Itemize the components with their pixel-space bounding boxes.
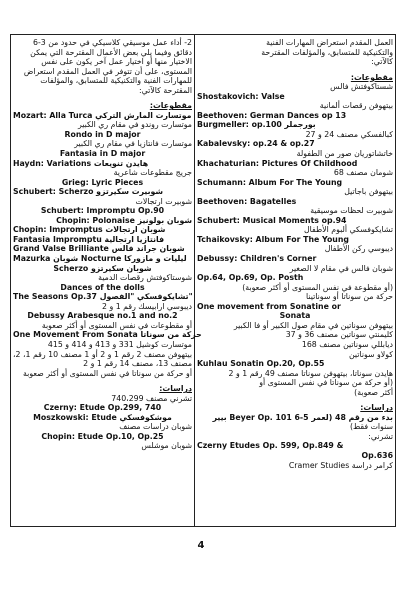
text-line: دقائق وفيما يلي بعض الأعمال المقترحة التي يمكن	[30, 47, 192, 57]
text-line: تشايكوفسكي ألبوم الأطفال	[303, 225, 393, 235]
text-line: (أو حركة من سوناتا في نفس المستوى أو	[259, 378, 393, 388]
text-line: موتسارت فانتازيا في مقام ري الكبير	[74, 139, 192, 149]
section-heading: دراسات:	[159, 384, 192, 394]
text-line: موتسارت كوشيل 331 و 413 و 414 و 415	[47, 339, 192, 349]
text-line: شومان مصنف 68	[333, 168, 393, 178]
text-line: Haydn: Variations هايدن تنويعات	[13, 158, 149, 168]
text-line: Scherzo شوبان سكيرتزو	[53, 263, 152, 273]
text-line: Fantasia in D major	[59, 149, 146, 159]
text-line: شوبيرت ارتجالات	[135, 196, 192, 206]
text-line: Moszkowski: Etude موشكوفسكي	[33, 412, 172, 422]
text-line: تشرني مصنف 740،299	[111, 393, 192, 403]
text-line: جريج مقطوعات شاعرية	[113, 168, 192, 178]
text-line: كالآتي:	[371, 57, 393, 67]
text-line: Schubert: Scherzo شوبيرت سكيرتزو	[13, 187, 164, 197]
text-line: موتسارت روندو في مقام ري الكبير	[77, 120, 192, 130]
text-line: والتكنيكية للمتسابق، والمؤلفات المقترحة	[261, 47, 393, 57]
text-line: One movement from Sonatine or	[197, 301, 341, 311]
section-heading: دراسات:	[360, 403, 393, 413]
text-line: كليمنتي سوناتين مصنف 36 و 37	[285, 330, 393, 340]
text-line: بيتهوفن مصنف 2 رقم 1 و 2 أو 1 مصنف 10 رقم 1، 2،	[13, 349, 192, 359]
text-line: Mazurka شوبان Nocturne ليليات و مازوركا	[13, 254, 187, 264]
text-line: Shostakovich: Valse	[197, 91, 285, 101]
text-line: Burgmeller: op.100 بورجملر	[197, 120, 316, 130]
text-line: The Seasons Op.37 تشايكوفسكي "الفصول"	[13, 292, 193, 302]
text-line: Tchaikovsky: Album For The Young	[197, 234, 349, 244]
text-line: One Movement From Sonata حركة من سوناتا	[13, 330, 202, 340]
text-line: Dances of the dolls	[60, 282, 145, 292]
text-line: 2- أداء عمل موسيقي كلاسيكي في حدود من 3-6	[33, 38, 192, 47]
text-line: Op.636	[361, 450, 393, 460]
text-line: حركة من سوناتا أو سوناتينا	[306, 292, 393, 302]
text-line: كولاو سوناتين	[349, 349, 393, 359]
text-line: Kuhlau Sonatin Op.20, Op.55	[197, 359, 325, 369]
text-line: بيتهوفن سوناتين في مقام صول الكبير أو فا الكبير	[233, 320, 393, 330]
text-line: Beethoven: Bagatelles	[197, 196, 297, 206]
text-line: للمهارات الفنية والتكنيكية للمتسابق، والمؤلفات	[40, 76, 192, 86]
text-line: Schubert: Impromptu Op.90	[40, 206, 165, 216]
text-line: Mozart: Alla Turca موتسارت المارش التركي	[13, 110, 192, 120]
text-line: الاختيار منها أو اختيار عمل آخر يكون على نفس	[41, 57, 192, 67]
text-line: ديابللي سوناتين مصنف 168	[301, 339, 393, 349]
text-line: Debussy: Children's Corner	[197, 254, 317, 264]
text-line: Khachaturian: Pictures Of Childhood	[197, 158, 358, 168]
text-line: شوبان دراسات مصنف	[119, 422, 192, 432]
section-heading: مقطوعات:	[149, 101, 192, 111]
text-line: ديبوسي ارابيسك رقم 1 و 2	[102, 301, 192, 311]
text-line: Chopin: Polonaise شوبان بولونيز	[56, 215, 192, 225]
text-line: خاتشاتوريان صور من الطفولة	[296, 149, 393, 159]
text-line: Czerny Etudes Op. 599, Op.849 &	[197, 441, 344, 451]
text-line: بيتهوفن رقصات ألمانية	[319, 101, 393, 111]
column-divider	[194, 34, 195, 527]
text-line: المقترحة كالآتي:	[139, 85, 192, 95]
text-line: أو حركة من سوناتا في نفس المستوى أو أكثر صعوبة	[22, 368, 192, 378]
text-line: هايدن سوناتا، بيتهوفن سوناتا مصنف 49 رقم 1 و 2	[228, 368, 393, 378]
text-line: Rondo in D major	[64, 129, 141, 139]
text-line: Kabalevsky: op.24 & op.27	[197, 139, 315, 149]
text-line: المستوى، على أن تتوفر في العمل المقدم استعراض	[23, 66, 192, 76]
text-line: شوبان فالس في مقام لا الصغير	[289, 263, 393, 273]
text-line: كبالفسكي مصنف 24 و 27	[305, 129, 393, 139]
text-line: Op.64, Op.69, Op. Posth	[197, 273, 304, 283]
text-line: ديبوسي ركن الأطفال	[324, 244, 393, 254]
text-line: كرامر دراسة Cramer Studies	[288, 460, 393, 470]
text-line: Grieg: Lyric Pieces	[61, 177, 144, 187]
text-line: بيير Beyer Op. 101 بدء من رقم 48 (لعمر 5-6	[212, 412, 393, 422]
text-line: شوبيرت لحظات موسيقية	[310, 206, 393, 216]
text-line: Debussy Arabesque no.1 and no.2	[27, 311, 178, 321]
text-line: شوبان موشلس	[141, 441, 192, 451]
right-column	[197, 38, 393, 524]
text-line: تشرني:	[368, 431, 393, 441]
text-line: (أو مقطوعة في نفس المستوى أو أكثر صعوبة)	[242, 282, 393, 292]
text-line: Sonata	[279, 311, 311, 321]
text-line: Beethoven: German Dances op 13	[197, 110, 347, 120]
text-line: أو مقطوعات في نفس المستوى أو أكثر صعوبة	[41, 320, 192, 330]
text-line: Grand Valse Brilliante شوبان جراند فالس	[13, 244, 185, 254]
left-column	[13, 38, 202, 524]
text-line: شستاكوفتش فالس	[330, 82, 393, 92]
text-line: Chopin: Etude Op.10, Op.25	[41, 431, 164, 441]
text-line: أكثر صعوبة)	[354, 387, 393, 397]
text-line: Czerny: Etude Op.299, 740	[43, 403, 162, 413]
text-line: مصنف 13، مصنف 14 رقم 1 و 2	[83, 359, 192, 369]
text-line: العمل المقدم استعراض المهارات الفنية	[266, 38, 393, 47]
section-heading: مقطوعات:	[350, 72, 393, 82]
page-number: 4	[197, 540, 205, 551]
text-line: Schumann: Album For The Young	[197, 177, 343, 187]
text-line: بيتهوفن باجاتيل	[344, 187, 393, 197]
text-line: سنوات فقط)	[349, 422, 393, 432]
text-line: Chopin: Impromptus شوبان ارتجالات	[13, 225, 166, 235]
text-line: Fantasia Impromptu فانتازيا ارتجالية	[13, 234, 165, 244]
text-line: شوستاكوفتش رقصات الدمية	[98, 273, 192, 283]
text-line: Schubert: Musical Moments op.94	[197, 215, 347, 225]
